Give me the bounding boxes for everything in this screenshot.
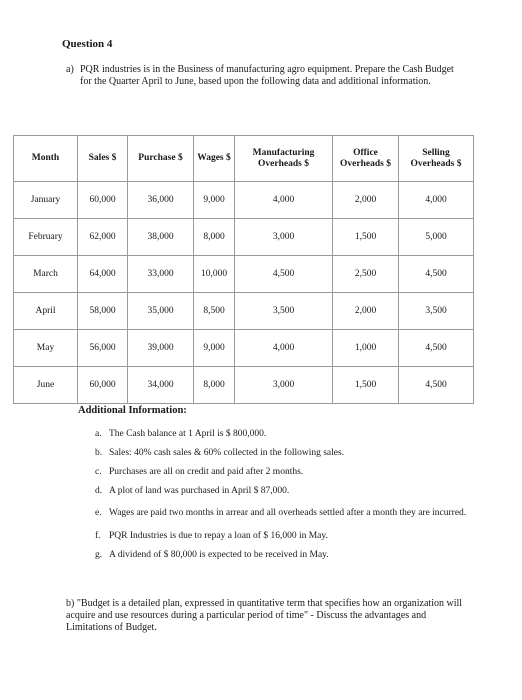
cell-manufacturing: 3,000 — [235, 367, 333, 404]
header-selling-overheads: Selling Overheads $ — [399, 136, 474, 182]
list-item-text: Wages are paid two months in arrear and all overheads settled after a month they are incurred. — [109, 508, 467, 518]
additional-information-list — [95, 428, 475, 568]
cell-month: March — [14, 256, 78, 293]
header-office-overheads: Office Overheads $ — [333, 136, 399, 182]
cell-office: 1,500 — [333, 367, 399, 404]
table-row — [14, 293, 474, 330]
cell-sales: 60,000 — [78, 367, 128, 404]
cell-purchase: 33,000 — [128, 256, 194, 293]
cell-sales: 62,000 — [78, 219, 128, 256]
budget-data-table — [13, 135, 474, 404]
list-item-key: c. — [95, 467, 102, 477]
header-manufacturing-overheads: Manufacturing Overheads $ — [235, 136, 333, 182]
question-title: Question 4 — [62, 38, 113, 50]
cell-office: 2,500 — [333, 256, 399, 293]
cell-selling: 5,000 — [399, 219, 474, 256]
cell-office: 2,000 — [333, 293, 399, 330]
list-item-key: e. — [95, 508, 102, 518]
cell-purchase: 36,000 — [128, 182, 194, 219]
list-item-key: g. — [95, 550, 103, 560]
cell-wages: 8,500 — [194, 293, 235, 330]
cell-sales: 58,000 — [78, 293, 128, 330]
cell-wages: 8,000 — [194, 219, 235, 256]
list-item-key: a. — [95, 429, 102, 439]
cell-manufacturing: 4,500 — [235, 256, 333, 293]
header-sales: Sales $ — [78, 136, 128, 182]
cell-selling: 4,000 — [399, 182, 474, 219]
header-month: Month — [14, 136, 78, 182]
cell-manufacturing: 3,000 — [235, 219, 333, 256]
part-b-label: b) — [66, 598, 75, 609]
cell-selling: 4,500 — [399, 330, 474, 367]
table-row — [14, 330, 474, 367]
cell-sales: 64,000 — [78, 256, 128, 293]
table-row — [14, 256, 474, 293]
cell-manufacturing: 3,500 — [235, 293, 333, 330]
cell-wages: 9,000 — [194, 330, 235, 367]
cell-selling: 4,500 — [399, 256, 474, 293]
list-item — [95, 485, 475, 497]
cell-manufacturing: 4,000 — [235, 182, 333, 219]
cell-wages: 10,000 — [194, 256, 235, 293]
list-item — [95, 428, 475, 440]
header-wages: Wages $ — [194, 136, 235, 182]
list-item — [95, 549, 475, 561]
list-item — [95, 447, 475, 459]
part-a-paragraph — [66, 64, 461, 88]
part-a-text: PQR industries is in the Business of manufacturing agro equipment. Prepare the Cash Budget for the Quarter April to June, based upon the following data and additional information. — [80, 64, 454, 87]
part-b-paragraph — [66, 598, 466, 634]
list-item-key: f. — [95, 531, 101, 541]
cell-office: 1,500 — [333, 219, 399, 256]
list-item-text: Purchases are all on credit and paid after 2 months. — [109, 467, 304, 477]
table-row — [14, 367, 474, 404]
list-item-key: b. — [95, 448, 103, 458]
list-item-key: d. — [95, 486, 103, 496]
part-b-text: "Budget is a detailed plan, expressed in quantitative term that specifies how an organization will acquire and use resources during a particular period of time" - Discuss the advantages and Limitations of Budget. — [66, 598, 463, 633]
cell-purchase: 34,000 — [128, 367, 194, 404]
table-header-row — [14, 136, 474, 182]
list-item-text: A plot of land was purchased in April $ 87,000. — [109, 486, 290, 496]
cell-month: January — [14, 182, 78, 219]
cell-sales: 56,000 — [78, 330, 128, 367]
cell-sales: 60,000 — [78, 182, 128, 219]
list-item-text: PQR Industries is due to repay a loan of $ 16,000 in May. — [109, 531, 328, 541]
list-item — [95, 466, 475, 478]
cell-selling: 3,500 — [399, 293, 474, 330]
cell-office: 1,000 — [333, 330, 399, 367]
list-item-text: The Cash balance at 1 April is $ 800,000. — [109, 429, 267, 439]
cell-wages: 9,000 — [194, 182, 235, 219]
table-row — [14, 219, 474, 256]
cell-month: April — [14, 293, 78, 330]
list-item-text: A dividend of $ 80,000 is expected to be received in May. — [109, 550, 329, 560]
cell-selling: 4,500 — [399, 367, 474, 404]
cell-manufacturing: 4,000 — [235, 330, 333, 367]
additional-information-title: Additional Information: — [78, 405, 187, 416]
cell-month: June — [14, 367, 78, 404]
list-item — [95, 530, 475, 542]
part-a-label: a) — [66, 64, 74, 75]
cell-purchase: 39,000 — [128, 330, 194, 367]
cell-wages: 8,000 — [194, 367, 235, 404]
cell-purchase: 35,000 — [128, 293, 194, 330]
cell-office: 2,000 — [333, 182, 399, 219]
list-item-text: Sales: 40% cash sales & 60% collected in the following sales. — [109, 448, 345, 458]
header-purchase: Purchase $ — [128, 136, 194, 182]
cell-month: May — [14, 330, 78, 367]
cell-purchase: 38,000 — [128, 219, 194, 256]
list-item — [95, 504, 475, 523]
cell-month: February — [14, 219, 78, 256]
table-row — [14, 182, 474, 219]
